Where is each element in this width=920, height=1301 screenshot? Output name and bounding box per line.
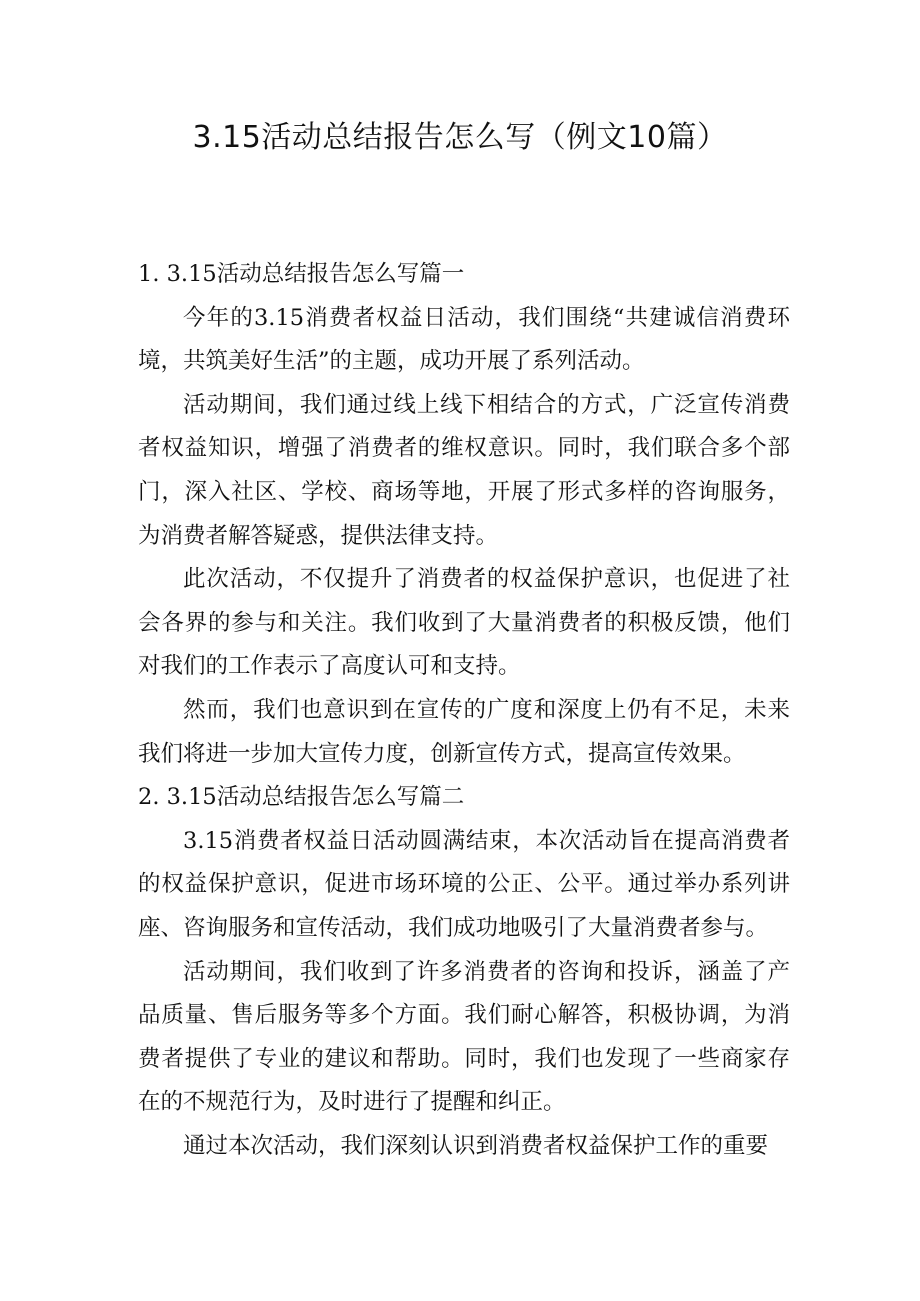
paragraph: 活动期间，我们通过线上线下相结合的方式，广泛宣传消费者权益知识，增强了消费者的维权意识。同时，我们联合多个部门，深入社区、学校、商场等地，开展了形式多样的咨询服务，为消费者解答疑惑，提供法律支持。 xyxy=(138,391,790,549)
paragraph: 然而，我们也意识到在宣传的广度和深度上仍有不足，未来我们将进一步加大宣传力度，创新宣传方式，提高宣传效果。 xyxy=(138,696,790,767)
paragraph: 此次活动，不仅提升了消费者的权益保护意识，也促进了社会各界的参与和关注。我们收到了大量消费者的积极反馈，他们对我们的工作表示了高度认可和支持。 xyxy=(138,566,790,680)
paragraph: 通过本次活动，我们深刻认识到消费者权益保护工作的重要 xyxy=(183,1132,769,1159)
document-body xyxy=(138,253,790,1168)
section-heading-1: 1. 3.15活动总结报告怎么写篇一 xyxy=(138,261,465,287)
document-title: 3.15活动总结报告怎么写（例文10篇） xyxy=(192,120,728,155)
paragraph: 活动期间，我们收到了许多消费者的咨询和投诉，涵盖了产品质量、售后服务等多个方面。我们耐心解答，积极协调，为消费者提供了专业的建议和帮助。同时，我们也发现了一些商家存在的不规范行为，及时进行了提醒和纠正。 xyxy=(138,958,790,1116)
section-heading-2: 2. 3.15活动总结报告怎么写篇二 xyxy=(138,784,465,811)
paragraph: 今年的3.15消费者权益日活动，我们围绕“共建诚信消费环境，共筑美好生活”的主题，成功开展了系列活动。 xyxy=(138,304,790,375)
paragraph: 3.15消费者权益日活动圆满结束，本次活动旨在提高消费者的权益保护意识，促进市场环境的公正、公平。通过举办系列讲座、咨询服务和宣传活动，我们成功地吸引了大量消费者参与。 xyxy=(138,827,790,941)
